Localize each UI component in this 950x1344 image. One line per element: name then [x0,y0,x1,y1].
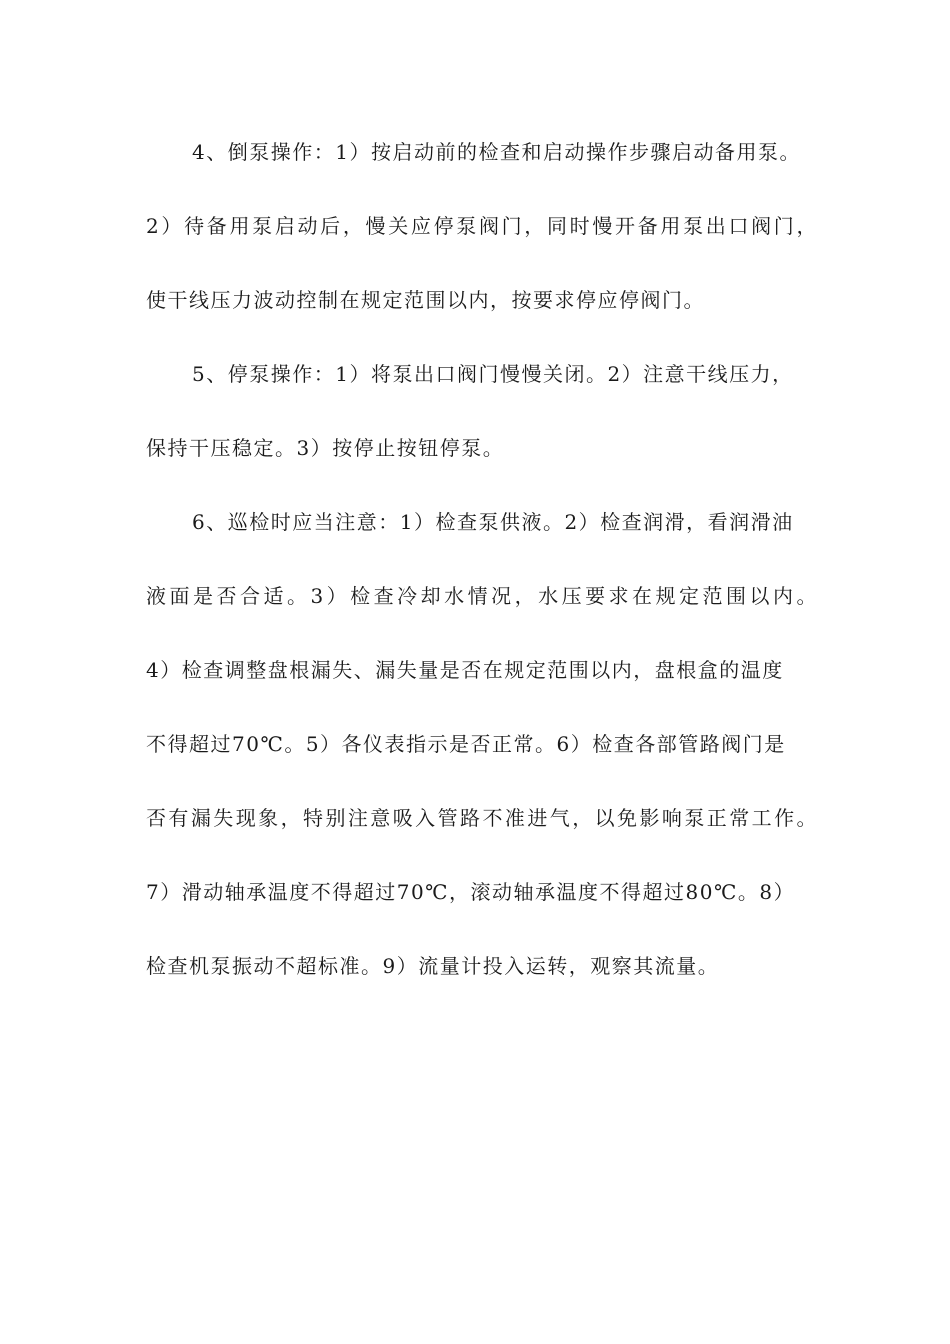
paragraph-6-line-4: 不得超过70℃。5）各仪表指示是否正常。6）检查各部管路阀门是 [146,732,786,756]
document-body [146,128,818,1016]
paragraph-4-line-1: 4、倒泵操作：1）按启动前的检查和启动操作步骤启动备用泵。 [192,140,801,164]
paragraph-6-line-7: 检查机泵振动不超标准。9）流量计投入运转，观察其流量。 [146,954,720,978]
paragraph-5-line-2: 保持干压稳定。3）按停止按钮停泵。 [146,436,505,460]
paragraph-6-line-2: 液面是否合适。3）检查冷却水情况，水压要求在规定范围以内。 [146,584,818,608]
paragraph-6-line-5: 否有漏失现象，特别注意吸入管路不准进气，以免影响泵正常工作。 [146,806,818,830]
paragraph-6-line-3: 4）检查调整盘根漏失、漏失量是否在规定范围以内，盘根盒的温度 [146,658,784,682]
paragraph-4-line-2: 2）待备用泵启动后，慢关应停泵阀门，同时慢开备用泵出口阀门， [146,214,818,238]
paragraph-6-line-6: 7）滑动轴承温度不得超过70℃，滚动轴承温度不得超过80℃。8） [146,880,796,904]
paragraph-4-line-3: 使干线压力波动控制在规定范围以内，按要求停应停阀门。 [146,288,705,312]
paragraph-6-line-1: 6、巡检时应当注意：1）检查泵供液。2）检查润滑，看润滑油 [192,510,794,534]
paragraph-5-line-1: 5、停泵操作：1）将泵出口阀门慢慢关闭。2）注意干线压力， [192,362,794,386]
